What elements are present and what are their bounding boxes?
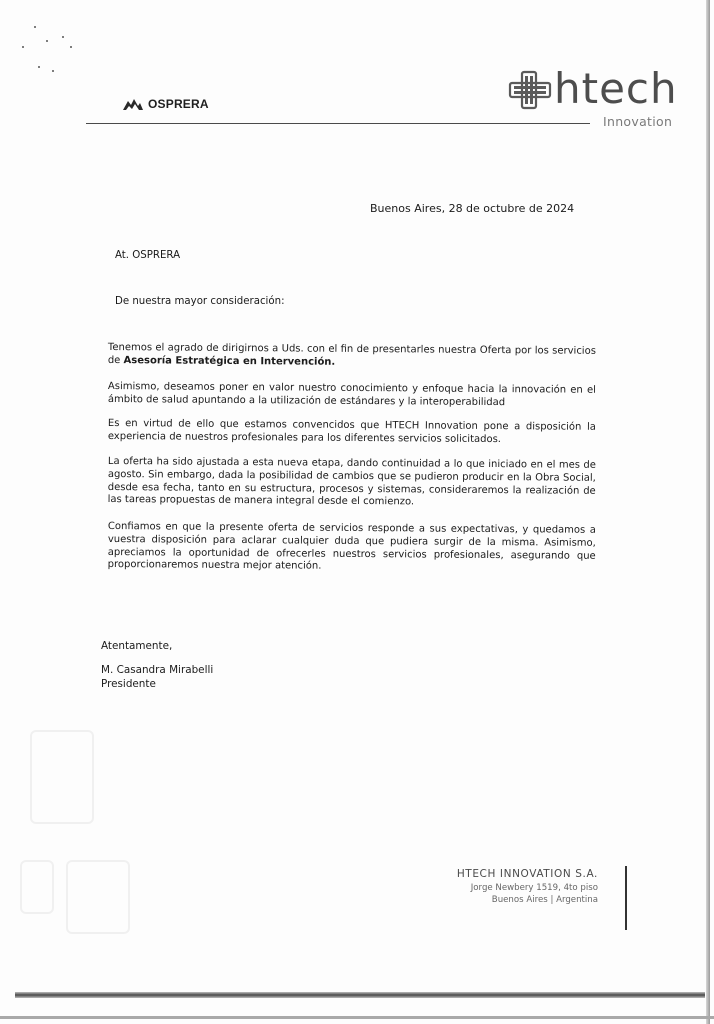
footer-address-block bbox=[457, 867, 598, 906]
letter-paragraph-5: Confiamos en que la presente oferta de servicios responde a sus expectativas, y quedamos a vuestra disposición para aclarar cualquier duda que pudiera surgir de la misma. Asimismo, apreciamos la oportunidad de ofrecerles nuestros servicios profesionales, asegurando que proporcionaremos nuestra mejor atención. bbox=[107, 521, 596, 573]
service-name-bold: Asesoría Estratégica en Intervención. bbox=[123, 354, 336, 368]
watermark-shape bbox=[66, 860, 130, 934]
letter-salutation: De nuestra mayor consideración: bbox=[115, 296, 285, 307]
signer-title: Presidente bbox=[101, 678, 156, 690]
htech-logo-word: htech bbox=[554, 64, 678, 113]
watermark-shape bbox=[30, 730, 94, 824]
scan-speck bbox=[46, 40, 48, 42]
htech-logo-subtitle: Innovation bbox=[603, 114, 673, 129]
letter-paragraph-2: Asimismo, deseamos poner en valor nuestro conocimiento y enfoque hacia la innovación en el ámbito de salud apuntando a la utilización de estándares y la interoperabilidad bbox=[107, 381, 596, 408]
letter-paragraph-1 bbox=[108, 342, 596, 371]
scan-bottom-line bbox=[0, 1016, 714, 1019]
scan-speck bbox=[22, 46, 24, 48]
htech-cross-icon bbox=[508, 70, 552, 110]
osprera-logo bbox=[122, 97, 209, 111]
osprera-emblem-icon bbox=[122, 97, 144, 111]
letter-paragraph-3: Es en virtud de ello que estamos convencidos que HTECH Innovation pone a disposición la experiencia de nuestros profesionales para los diferentes servicios solicitados. bbox=[107, 418, 596, 445]
letter-recipient: At. OSPRERA bbox=[115, 250, 181, 261]
scan-speck bbox=[52, 70, 54, 72]
letter-date: Buenos Aires, 28 de octubre de 2024 bbox=[370, 202, 575, 215]
header-divider bbox=[86, 123, 590, 124]
scan-right-edge bbox=[706, 0, 710, 1024]
scan-speck bbox=[62, 36, 64, 38]
paragraph-1-text: Tenemos el agrado de dirigirnos a Uds. con el fin de presentarles nuestra Oferta por los servicios de bbox=[107, 342, 596, 366]
footer-vertical-bar bbox=[625, 866, 627, 930]
letter-closing: Atentamente, bbox=[101, 640, 173, 652]
osprera-logo-text: OSPRERA bbox=[148, 97, 209, 111]
watermark-shape bbox=[20, 860, 54, 914]
footer-city: Buenos Aires | Argentina bbox=[491, 895, 598, 905]
scan-bottom-edge bbox=[15, 992, 705, 998]
signer-name: M. Casandra Mirabelli bbox=[101, 664, 214, 676]
footer-company-name: HTECH INNOVATION S.A. bbox=[456, 868, 598, 880]
scan-speck bbox=[70, 46, 72, 48]
letter-paragraph-4: La oferta ha sido ajustada a esta nueva etapa, dando continuidad a lo que iniciado en el mes de agosto. Sin embargo, dada la posibilidad de cambios que se pudieron producir en la Obra Social, desde esa fecha, tanto en su estructura, procesos y sistemas, consideraremos la realización de las tareas propuestas de manera integral desde el comienzo. bbox=[107, 456, 596, 508]
scan-speck bbox=[38, 66, 40, 68]
scan-speck bbox=[34, 26, 36, 28]
footer-address: Jorge Newbery 1519, 4to piso bbox=[470, 883, 598, 893]
